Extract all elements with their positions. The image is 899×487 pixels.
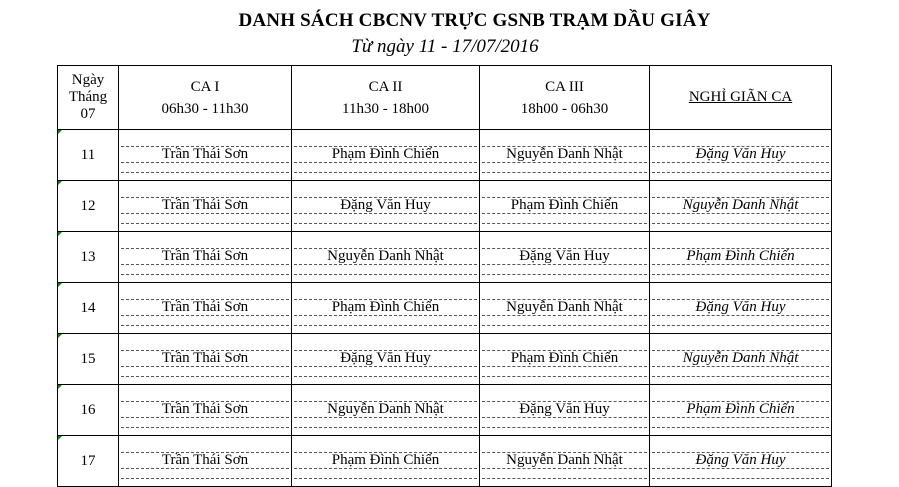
- dashed-divider: [294, 427, 477, 428]
- rest-cell[interactable]: [650, 130, 832, 181]
- day-value: 12: [80, 197, 96, 214]
- shift-cell-ca3[interactable]: [480, 130, 650, 181]
- header-shift-1: [119, 66, 292, 130]
- staff-name: Nguyễn Danh Nhật: [506, 299, 623, 315]
- dashed-divider: [482, 172, 647, 173]
- dashed-divider: [482, 478, 647, 479]
- staff-name: Nguyễn Danh Nhật: [506, 452, 623, 468]
- shift-cell-ca1[interactable]: [119, 181, 292, 232]
- staff-name: Trần Thái Sơn: [161, 452, 249, 468]
- staff-name: Nguyễn Danh Nhật: [682, 197, 799, 213]
- staff-name: Đặng Văn Huy: [519, 401, 610, 417]
- day-cell[interactable]: [58, 130, 119, 181]
- shift-1-name: CA I: [190, 78, 220, 95]
- comment-marker-icon: [58, 283, 62, 287]
- dashed-divider: [294, 325, 477, 326]
- comment-marker-icon: [58, 130, 62, 134]
- staff-name: Đặng Văn Huy: [340, 197, 431, 213]
- table-row: [58, 181, 832, 232]
- rest-cell[interactable]: [650, 232, 832, 283]
- table-row: [58, 232, 832, 283]
- staff-name: Phạm Đình Chiến: [331, 146, 440, 162]
- table-row: [58, 283, 832, 334]
- rest-cell[interactable]: [650, 436, 832, 487]
- header-day-line1: Ngày: [71, 72, 105, 88]
- header-shift-3: [480, 66, 650, 130]
- dashed-divider: [294, 376, 477, 377]
- dashed-divider: [121, 325, 289, 326]
- header-row: [58, 66, 832, 130]
- header-day-line2: Tháng: [68, 89, 108, 105]
- staff-name: Phạm Đình Chiến: [510, 197, 619, 213]
- shift-cell-ca1[interactable]: [119, 283, 292, 334]
- day-cell[interactable]: [58, 181, 119, 232]
- dashed-divider: [652, 274, 829, 275]
- shift-cell-ca1[interactable]: [119, 334, 292, 385]
- dashed-divider: [294, 223, 477, 224]
- shift-cell-ca2[interactable]: [292, 385, 480, 436]
- staff-name: Trần Thái Sơn: [161, 350, 249, 366]
- rest-cell[interactable]: [650, 283, 832, 334]
- dashed-divider: [121, 376, 289, 377]
- shift-cell-ca2[interactable]: [292, 181, 480, 232]
- shift-cell-ca1[interactable]: [119, 232, 292, 283]
- shift-cell-ca2[interactable]: [292, 283, 480, 334]
- staff-name: Nguyễn Danh Nhật: [506, 146, 623, 162]
- staff-name: Phạm Đình Chiến: [686, 248, 795, 264]
- day-value: 14: [80, 299, 96, 316]
- day-cell[interactable]: [58, 283, 119, 334]
- header-day-line3: 07: [80, 106, 96, 122]
- staff-name: Phạm Đình Chiến: [331, 299, 440, 315]
- day-value: 13: [80, 248, 96, 265]
- dashed-divider: [652, 478, 829, 479]
- rest-label: NGHỈ GIÃN CA: [688, 89, 793, 105]
- header-day: [58, 66, 119, 130]
- staff-name: Nguyễn Danh Nhật: [327, 248, 444, 264]
- staff-name: Trần Thái Sơn: [161, 248, 249, 264]
- staff-name: Phạm Đình Chiến: [510, 350, 619, 366]
- staff-name: Nguyễn Danh Nhật: [682, 350, 799, 366]
- rest-cell[interactable]: [650, 334, 832, 385]
- shift-cell-ca2[interactable]: [292, 436, 480, 487]
- staff-name: Trần Thái Sơn: [161, 401, 249, 417]
- dashed-divider: [121, 172, 289, 173]
- staff-name: Trần Thái Sơn: [161, 299, 249, 315]
- table-row: [58, 334, 832, 385]
- comment-marker-icon: [58, 436, 62, 440]
- rest-cell[interactable]: [650, 385, 832, 436]
- dashed-divider: [294, 478, 477, 479]
- page-title: DANH SÁCH CBCNV TRỰC GSNB TRẠM DẦU GIÂY: [238, 10, 711, 31]
- schedule-table: [57, 65, 832, 487]
- dashed-divider: [121, 274, 289, 275]
- shift-2-time: 11h30 - 18h00: [342, 100, 429, 117]
- shift-cell-ca1[interactable]: [119, 436, 292, 487]
- shift-cell-ca3[interactable]: [480, 181, 650, 232]
- shift-cell-ca1[interactable]: [119, 130, 292, 181]
- day-cell[interactable]: [58, 232, 119, 283]
- dashed-divider: [482, 325, 647, 326]
- staff-name: Phạm Đình Chiến: [686, 401, 795, 417]
- shift-cell-ca3[interactable]: [480, 385, 650, 436]
- day-value: 11: [80, 146, 96, 163]
- day-cell[interactable]: [58, 385, 119, 436]
- dashed-divider: [294, 172, 477, 173]
- day-value: 17: [80, 452, 96, 469]
- shift-2-name: CA II: [368, 78, 403, 95]
- staff-name: Đặng Văn Huy: [695, 452, 786, 468]
- shift-3-time: 18h00 - 06h30: [520, 100, 609, 117]
- dashed-divider: [482, 274, 647, 275]
- shift-3-name: CA III: [545, 78, 584, 95]
- staff-name: Trần Thái Sơn: [161, 197, 249, 213]
- header-rest: [650, 66, 832, 130]
- dashed-divider: [652, 223, 829, 224]
- header-shift-2: [292, 66, 480, 130]
- staff-name: Đặng Văn Huy: [695, 299, 786, 315]
- dashed-divider: [121, 223, 289, 224]
- dashed-divider: [652, 325, 829, 326]
- shift-cell-ca2[interactable]: [292, 232, 480, 283]
- day-value: 16: [80, 401, 96, 418]
- day-cell[interactable]: [58, 436, 119, 487]
- dashed-divider: [652, 376, 829, 377]
- date-range: Từ ngày 11 - 17/07/2016: [351, 36, 539, 57]
- dashed-divider: [482, 376, 647, 377]
- dashed-divider: [652, 172, 829, 173]
- dashed-divider: [121, 478, 289, 479]
- shift-cell-ca3[interactable]: [480, 232, 650, 283]
- shift-cell-ca3[interactable]: [480, 283, 650, 334]
- dashed-divider: [294, 274, 477, 275]
- table-row: [58, 130, 832, 181]
- day-cell[interactable]: [58, 334, 119, 385]
- table-row: [58, 436, 832, 487]
- dashed-divider: [482, 427, 647, 428]
- dashed-divider: [482, 223, 647, 224]
- staff-name: Đặng Văn Huy: [519, 248, 610, 264]
- shift-cell-ca3[interactable]: [480, 436, 650, 487]
- comment-marker-icon: [58, 181, 62, 185]
- day-value: 15: [80, 350, 96, 367]
- staff-name: Nguyễn Danh Nhật: [327, 401, 444, 417]
- comment-marker-icon: [58, 232, 62, 236]
- dashed-divider: [652, 427, 829, 428]
- shift-cell-ca2[interactable]: [292, 334, 480, 385]
- shift-cell-ca1[interactable]: [119, 385, 292, 436]
- staff-name: Đặng Văn Huy: [340, 350, 431, 366]
- staff-name: Trần Thái Sơn: [161, 146, 249, 162]
- staff-name: Phạm Đình Chiến: [331, 452, 440, 468]
- comment-marker-icon: [58, 334, 62, 338]
- rest-cell[interactable]: [650, 181, 832, 232]
- shift-cell-ca2[interactable]: [292, 130, 480, 181]
- shift-1-time: 06h30 - 11h30: [161, 100, 249, 117]
- shift-cell-ca3[interactable]: [480, 334, 650, 385]
- table-row: [58, 385, 832, 436]
- dashed-divider: [121, 427, 289, 428]
- staff-name: Đặng Văn Huy: [695, 146, 786, 162]
- comment-marker-icon: [58, 385, 62, 389]
